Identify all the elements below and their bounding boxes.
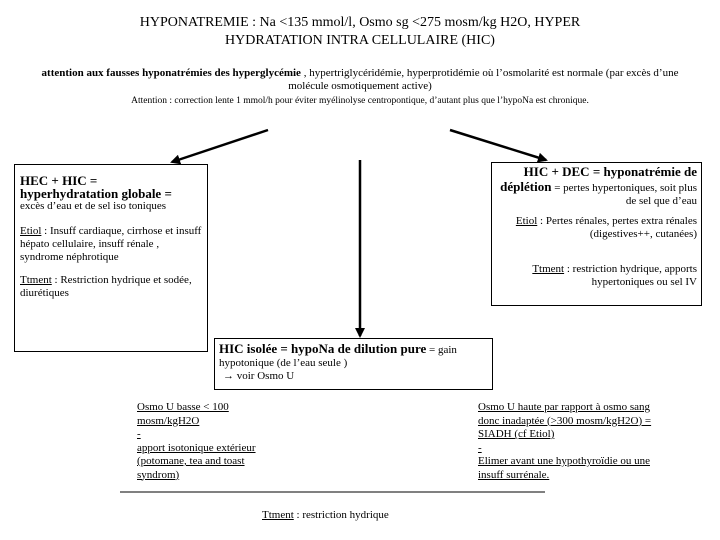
osmo-haute-dash: - [478,441,482,454]
hic-arrow-text: → voir Osmo U [223,370,295,382]
arrow-to-dec [450,130,546,160]
hec-etiol [20,225,202,264]
warning-bold: attention aux fausses hyponatrémies des hyperglycémie [41,67,301,79]
hec-desc: excès d’eau et de sel iso toniques [20,200,167,212]
osmo-haute-line2: Elimer avant une hypothyroïdie ou une insuff surrénale. [478,455,650,481]
footer-text: : restriction hydrique [293,509,389,521]
dec-etiol-text: : Pertes rénales, pertes extra rénales (digestives++, cutanées) [537,215,697,240]
title-line-1: HYPONATREMIE : Na <135 mmol/l, Osmo sg <275 mosm/kg H2O, HYPER [139,15,581,30]
warning-text [40,67,680,93]
dec-ttment-label: Ttment [532,263,565,275]
hec-etiol-label: Etiol [20,225,42,237]
dec-heading-bold: HIC + DEC = hyponatrémie de déplétion [500,164,697,194]
hic-box [214,338,493,390]
dec-heading [496,165,697,208]
hec-heading-2: hyperhydratation globale = [20,186,172,201]
osmo-basse-dash: - [137,428,141,440]
osmo-basse-line2: apport isotonique extérieur (potomane, tea and toast syndrom) [137,441,256,481]
dec-ttment [496,263,697,289]
footer-label: Ttment [262,509,294,521]
hic-heading-bold: HIC isolée = hypoNa de dilution pure [219,341,427,356]
dec-box [491,162,702,306]
hic-heading [219,342,488,370]
hec-ttment-label: Ttment [20,274,52,286]
arrow-to-hec [172,130,268,162]
attention-note: Attention : correction lente 1 mmol/h pour éviter myélinolyse centropontique, d’autant plus que l’hypoNa est chronique. [131,96,589,106]
osmo-basse-line1: Osmo U basse < 100 mosm/kgH2O [137,401,229,427]
hec-ttment-text: : Restriction hydrique et sodée, diurétiques [20,274,192,299]
osmo-haute-line1: Osmo U haute par rapport à osmo sang donc inadaptée (>300 mosm/kgH2O) = SIADH (cf Etiol) [478,401,652,440]
dec-ttment-text: : restriction hydrique, apports hypertoniques ou sel IV [564,263,697,288]
footer-treatment [262,509,389,522]
hec-etiol-text: : Insuff cardiaque, cirrhose et insuff hépato cellulaire, insuff rénale , syndrome néphrotique [20,225,202,263]
osmo-basse-block [137,401,287,482]
hec-ttment [20,274,202,300]
hec-box [14,164,208,352]
title-line-2: HYDRATATION INTRA CELLULAIRE (HIC) [225,33,495,48]
warning-rest: , hypertriglycéridémie, hyperprotidémie où l’osmolarité est normale (par excès d’une molécule osmotiquement active) [288,67,679,92]
dec-etiol-label: Etiol [515,215,538,227]
dec-etiol [496,215,697,241]
dec-heading-rest: = pertes hypertoniques, soit plus de sel que d’eau [551,182,697,207]
osmo-haute-block [478,401,658,482]
hic-heading-rest: = gain hypotonique (de l’eau seule ) [219,344,457,369]
page-title [40,14,680,50]
hec-heading-1: HEC + HIC = [20,173,98,188]
